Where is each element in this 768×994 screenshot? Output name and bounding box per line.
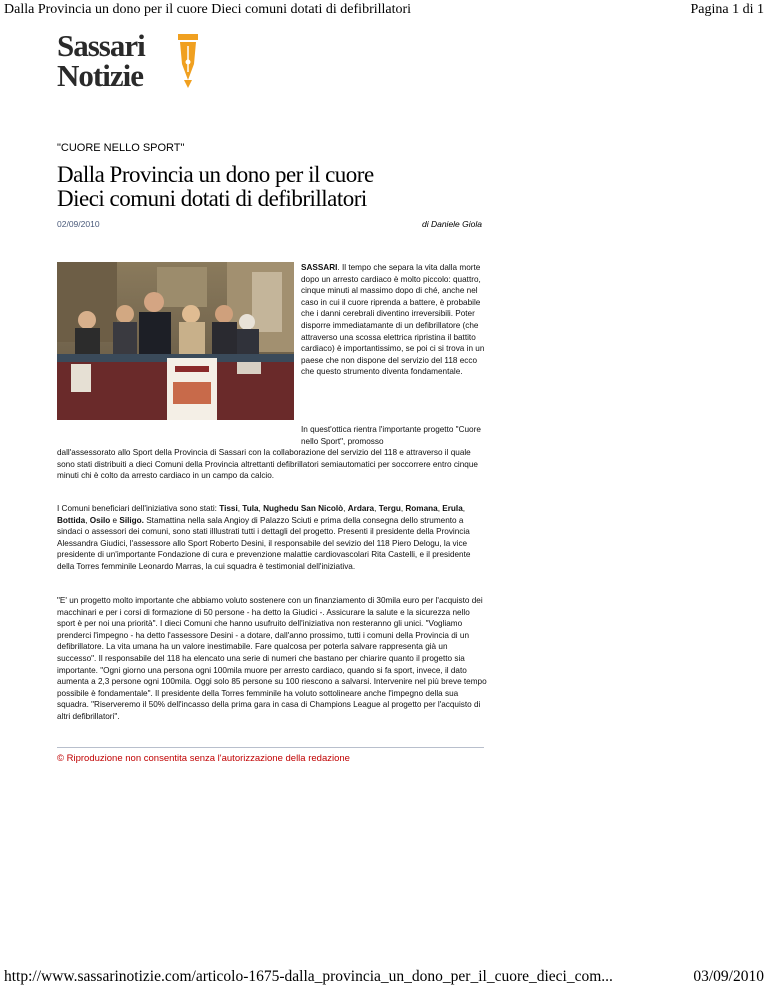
divider (57, 747, 484, 748)
quill-pen-icon (175, 32, 201, 90)
town-name: Ardara (347, 504, 375, 513)
paragraph-quotes: "E' un progetto molto importante che abbiamo voluto sostenere con un finanziamento di 30mila euro per l'acquisto dei macchinari e per i corsi di formazione di 50 persone - ha detto la Giudici -. Assicurare la salute e la sicurezza nello sport è per noi una priorità". I dieci Comuni che hanno usufruito dell'iniziativa non resteranno gli unici. "Vogliamo prenderci l'impegno - ha detto l'assessore Desini - a dotare, dall'anno prossimo, tutti i comuni della Provincia di un defibrillatore. La vita umana ha un valore inestimabile. Fare qualcosa per poterla salvare rappresenta già un successo". Il responsabile del 118 ha elencato una serie di numeri che bastano per chiarire quanto il progetto sia importante. "Ogni giorno una persona ogni 100mila muore per arresto cardiaco, quando si fa sport, invece, il dato aumenta a 2,3 persone ogni 100mila. Oggi solo 85 persone su 100 riescono a salvarsi. Intervenire nel più breve tempo possibile è fondamentale". Il presidente della Torres femminile ha voluto sottolineare anche l'impegno della sua squadra. "Riserveremo il 50% dell'incasso della prima gara in casa di Champions League al progetto per l'acquisto di altri defibrillatori". (57, 596, 487, 721)
logo-line2: Notizie (57, 58, 143, 93)
town-name: Tergu (378, 504, 401, 513)
article-photo (57, 262, 294, 420)
town-name: Erula (442, 504, 463, 513)
print-header-title: Dalla Provincia un dono per il cuore Dieci comuni dotati di defibrillatori (4, 2, 412, 17)
town-name: Tissi (219, 504, 238, 513)
headline-line1: Dalla Provincia un dono per il cuore (57, 162, 374, 187)
town-name: Romana (405, 504, 438, 513)
print-footer (4, 968, 764, 988)
town-name: Nughedu San Nicolò (263, 504, 344, 513)
town-name: Tula (242, 504, 259, 513)
lead-text: . Il tempo che separa la vita dalla morte dopo un arresto cardiaco è molto piccolo: quattro, cinque minuti al massimo dopo di ché, anche nel caso in cui il cuore riprenda a battere, è probabile che i danni cerebrali diventino irreversibili. Poter disporre immediatamante di un defibrillatore (che attraverso una scossa elettrica ripristina il battito cardiaco) è importantissimo, se poi ci si trova in un paese che non dispone del servizio del 118 ecco che questo strumento diventa fondamentale. (301, 263, 485, 377)
article-headline (57, 163, 487, 211)
lead-city: SASSARI (301, 263, 338, 272)
print-header (4, 2, 764, 20)
article-lead-paragraph (301, 262, 489, 378)
town-name: Osilo (89, 515, 111, 525)
paragraph-towns: I Comuni beneficiari dell'iniziativa sono stati: Tissi, Tula, Nughedu San Nicolò, Ardara, Tergu, Romana, Erula, Bottida, Osilo e Siligo. Stamattina nella sala Angioy di Palazzo Sciuti e prima della consegna dello strumento a sindaci o assessori dei comuni, sono stati illlustrati tutti i dettagli del progetto. Presenti il presidente della Provincia Alessandra Giudici, l'assessore allo Sport Roberto Desini, il responsabile del sevizio del 118 Piero Delogu, la vice presidente di un'importante Fondazione di cura e prevenzione malattie cardiovascolari Rita Castelli, e il presidente della Torres femminile Leonardo Marras, la cui squadra è testimonial dell'iniziativa. (57, 504, 471, 571)
logo-line1: Sassari (57, 28, 145, 63)
town-name: Bottida (57, 515, 86, 525)
site-logo[interactable] (57, 30, 217, 96)
towns-rest: Stamattina nella sala Angioy di Palazzo Sciuti e prima della consegna dello strumento a sindaci o assessori dei comuni, sono stati illlustrati tutti i dettagli del progetto. Presenti il presidente della Provincia Alessandra Giudici, l'assessore allo Sport Roberto Desini, il responsabile del sevizio del 118 Piero Delogu, la vice presidente di un'importante Fondazione di cura e prevenzione malattie cardiovascolari Rita Castelli, e il presidente della Torres femminile Leonardo Marras, la cui squadra è testimonial dell'iniziativa. (57, 515, 471, 571)
headline-line2: Dieci comuni dotati di defibrillatori (57, 186, 367, 211)
town-name: Siligo (119, 515, 142, 525)
towns-intro: I Comuni beneficiari dell'iniziativa sono stati: (57, 504, 220, 513)
paragraph-project-detail: dall'assessorato allo Sport della Provincia di Sassari con la collaborazione del servizio del 118 e attraverso il quale sono stati distribuiti a dieci Comuni della Provincia altrettanti defibrillatori semiautomatici per soccorrere entro cinque minuti chi è colto da arresto cardiaco in un campo da calcio. (57, 448, 478, 481)
article-kicker: "CUORE NELLO SPORT" (57, 142, 185, 154)
print-footer-url[interactable]: http://www.sassarinotizie.com/articolo-1675-dalla_provincia_un_dono_per_il_cuore_dieci_com... (4, 968, 613, 985)
print-header-page: Pagina 1 di 1 (690, 2, 764, 17)
article-date: 02/09/2010 (57, 219, 100, 229)
copyright-notice: © Riproduzione non consentita senza l'autorizzazione della redazione (57, 753, 350, 764)
print-footer-date: 03/09/2010 (693, 968, 764, 985)
article-author: di Daniele Giola (421, 219, 482, 229)
paragraph-project-intro: In quest'ottica rientra l'importante progetto "Cuore nello Sport", promosso (301, 425, 481, 446)
